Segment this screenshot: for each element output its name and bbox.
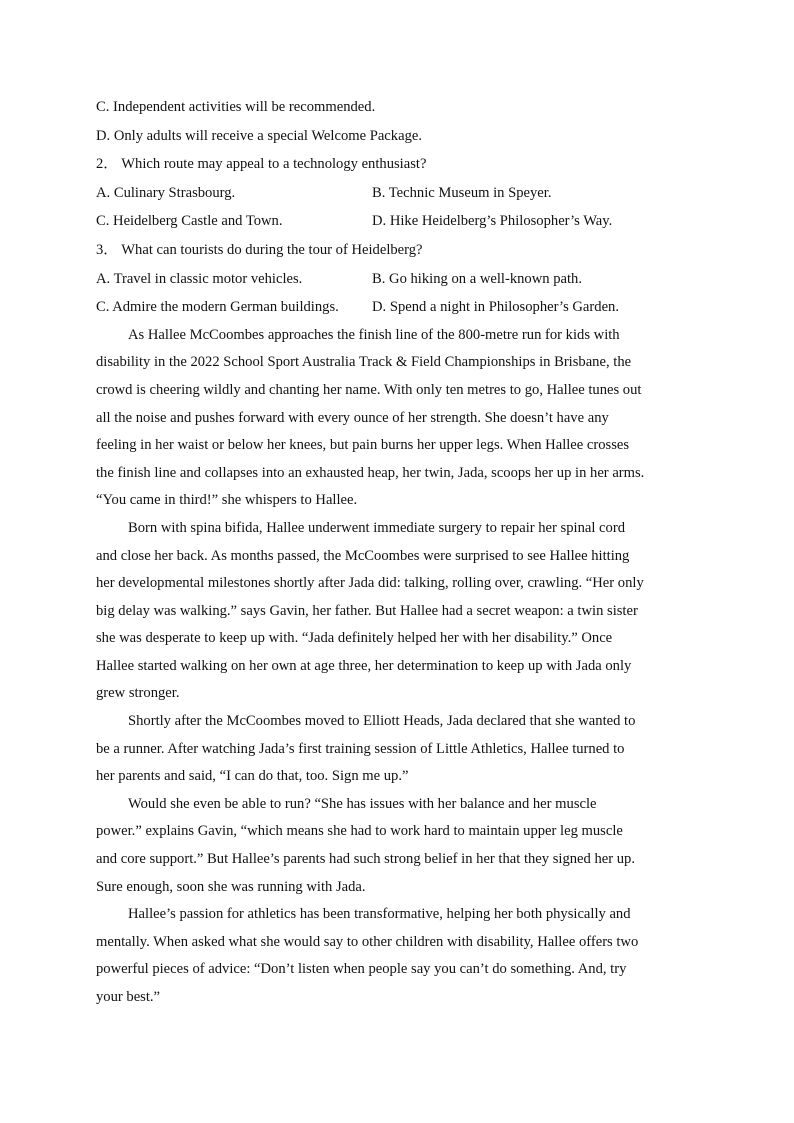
paragraph-line: crowd is cheering wildly and chanting her name. With only ten metres to go, Hallee tunes out bbox=[96, 381, 642, 398]
question-2-row-1 bbox=[96, 179, 696, 208]
paragraph-line: disability in the 2022 School Sport Australia Track & Field Championships in Brisbane, the bbox=[96, 354, 632, 371]
option-d-prev: D. Only adults will receive a special Welcome Package. bbox=[96, 127, 422, 144]
paragraph-line: she was desperate to keep up with. “Jada definitely helped her with her disability.” Once bbox=[96, 630, 613, 647]
question-2-row-2 bbox=[96, 207, 696, 236]
paragraph-line: and close her back. As months passed, the McCoombes were surprised to see Hallee hitting bbox=[96, 547, 630, 564]
paragraph-line: big delay was walking.” says Gavin, her father. But Hallee had a secret weapon: a twin sister bbox=[96, 602, 638, 619]
question-3-stem: 3． What can tourists do during the tour of Heidelberg? bbox=[96, 241, 423, 258]
paragraph-line: Hallee started walking on her own at age three, her determination to keep up with Jada only bbox=[96, 657, 632, 674]
paragraph-line: Shortly after the McCoombes moved to Elliott Heads, Jada declared that she wanted to bbox=[128, 713, 636, 730]
passage-paragraph-2 bbox=[96, 515, 696, 708]
question-3-option-c: C. Admire the modern German buildings. bbox=[96, 299, 339, 316]
paragraph-line: Would she even be able to run? “She has issues with her balance and her muscle bbox=[128, 795, 597, 812]
paragraph-line: grew stronger. bbox=[96, 685, 180, 702]
passage-paragraph-3 bbox=[96, 708, 696, 791]
passage-paragraph-1 bbox=[96, 322, 696, 515]
paragraph-line: the finish line and collapses into an exhausted heap, her twin, Jada, scoops her up in her arms. bbox=[96, 464, 645, 481]
paragraph-line: Sure enough, soon she was running with Jada. bbox=[96, 878, 366, 895]
paragraph-line: and core support.” But Hallee’s parents had such strong belief in her that they signed her up. bbox=[96, 851, 636, 868]
question-2-option-c: C. Heidelberg Castle and Town. bbox=[96, 213, 283, 230]
paragraph-line: her parents and said, “I can do that, too. Sign me up.” bbox=[96, 768, 409, 785]
paragraph-line: As Hallee McCoombes approaches the finish line of the 800-metre run for kids with bbox=[128, 326, 620, 343]
option-c-prev: C. Independent activities will be recommended. bbox=[96, 99, 376, 115]
paragraph-line: her developmental milestones shortly after Jada did: talking, rolling over, crawling. “Her only bbox=[96, 575, 644, 592]
question-3-option-b: B. Go hiking on a well-known path. bbox=[372, 270, 582, 287]
paragraph-line: feeling in her waist or below her knees, but pain burns her upper legs. When Hallee crosses bbox=[96, 437, 630, 454]
passage-paragraph-5 bbox=[96, 901, 696, 1011]
paragraph-line: mentally. When asked what she would say to other children with disability, Hallee offers two bbox=[96, 933, 639, 950]
question-3-row-2 bbox=[96, 293, 696, 322]
document-page bbox=[96, 93, 696, 1012]
paragraph-line: be a runner. After watching Jada’s first training session of Little Athletics, Hallee turned to bbox=[96, 740, 625, 757]
paragraph-line: powerful pieces of advice: “Don’t listen when people say you can’t do something. And, try bbox=[96, 961, 627, 978]
question-2-option-b: B. Technic Museum in Speyer. bbox=[372, 184, 552, 201]
paragraph-line: Hallee’s passion for athletics has been transformative, helping her both physically and bbox=[128, 906, 631, 923]
paragraph-line: Born with spina bifida, Hallee underwent immediate surgery to repair her spinal cord bbox=[128, 519, 625, 536]
question-2-stem: 2． Which route may appeal to a technology enthusiast? bbox=[96, 156, 427, 173]
paragraph-line: all the noise and pushes forward with every ounce of her strength. She doesn’t have any bbox=[96, 409, 609, 426]
passage-paragraph-4 bbox=[96, 791, 696, 901]
paragraph-line: power.” explains Gavin, “which means she had to work hard to maintain upper leg muscle bbox=[96, 823, 623, 840]
question-2-option-a: A. Culinary Strasbourg. bbox=[96, 184, 236, 201]
question-3-row-1 bbox=[96, 265, 696, 294]
question-2-option-d: D. Hike Heidelberg’s Philosopher’s Way. bbox=[372, 213, 613, 230]
question-3-option-a: A. Travel in classic motor vehicles. bbox=[96, 270, 303, 287]
paragraph-line: “You came in third!” she whispers to Hallee. bbox=[96, 492, 358, 509]
paragraph-line: your best.” bbox=[96, 989, 161, 1005]
question-3-option-d: D. Spend a night in Philosopher’s Garden. bbox=[372, 299, 619, 316]
reading-passage bbox=[96, 322, 696, 1012]
